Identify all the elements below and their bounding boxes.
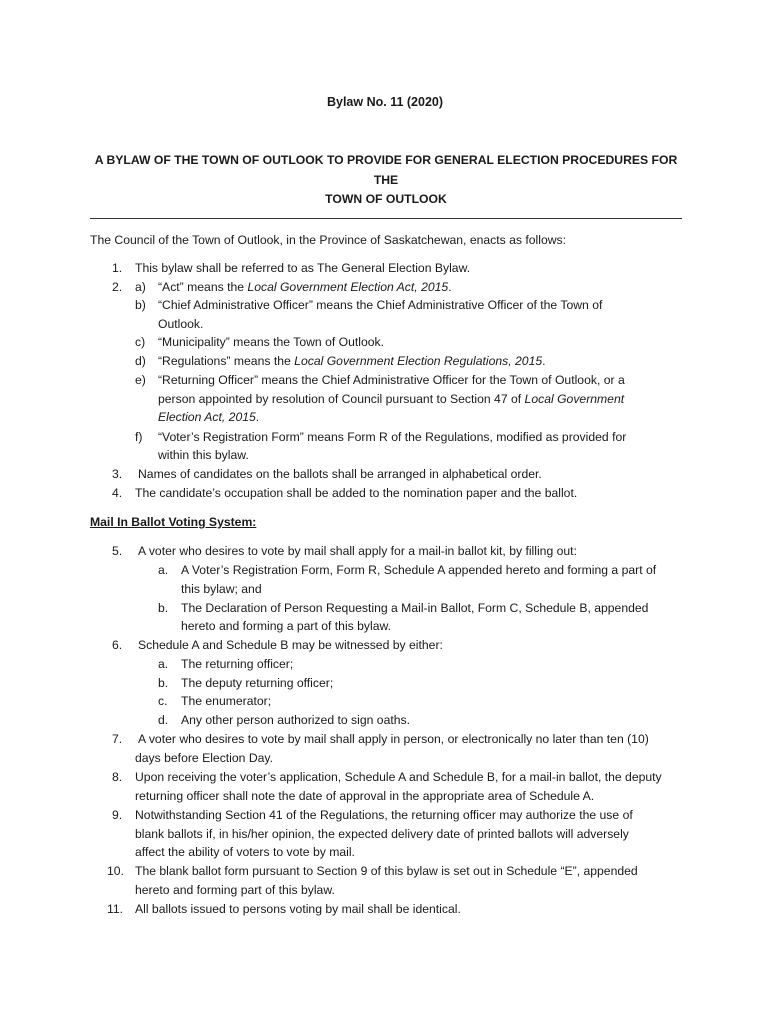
section-text: This bylaw shall be referred to as The General Election Bylaw. [135, 261, 471, 275]
sub-label: a. [158, 563, 169, 577]
section-text-line: affect the ability of voters to vote by mail. [135, 845, 355, 859]
def-label: b) [135, 298, 146, 312]
def-text-line: “Returning Officer” means the Chief Administrative Officer for the Town of Outlook, or a [158, 373, 625, 387]
section-number: 11. [107, 902, 124, 916]
section-text-line: days before Election Day. [135, 751, 273, 765]
def-text: “Regulations” means the Local Government Election Regulations, 2015. [158, 354, 546, 368]
section-text-line: Notwithstanding Section 41 of the Regulations, the returning officer may authorize the use of [135, 808, 633, 822]
sub-text-line: this bylaw; and [181, 582, 262, 596]
sub-text: The returning officer; [181, 657, 294, 671]
sub-text-line: hereto and forming a part of this bylaw. [181, 619, 392, 633]
title-divider [90, 218, 682, 219]
title-line-2: TOWN OF OUTLOOK [325, 192, 447, 206]
sub-label: c. [158, 694, 168, 708]
def-text-line: within this bylaw. [158, 448, 249, 462]
sub-text: The enumerator; [181, 694, 272, 708]
section-number: 6. [112, 638, 123, 652]
def-text: “Municipality” means the Town of Outlook. [158, 335, 385, 349]
enactment-intro: The Council of the Town of Outlook, in the Province of Saskatchewan, enacts as follows: [90, 233, 567, 247]
sub-label: a. [158, 657, 169, 671]
sub-label: b. [158, 601, 169, 615]
section-text-line: blank ballots if, in his/her opinion, the expected delivery date of printed ballots will adversely [135, 827, 629, 841]
bylaw-title [90, 151, 682, 210]
def-label: d) [135, 354, 146, 368]
section-text: Schedule A and Schedule B may be witnessed by either: [138, 638, 443, 652]
sub-text-line: A Voter’s Registration Form, Form R, Schedule A appended hereto and forming a part of [181, 563, 657, 577]
section-number: 1. [112, 261, 123, 275]
def-text-line: person appointed by resolution of Council pursuant to Section 47 of Local Government [158, 392, 625, 406]
section-number: 8. [112, 770, 123, 784]
sub-label: b. [158, 676, 169, 690]
section-text: All ballots issued to persons voting by mail shall be identical. [135, 902, 461, 916]
def-label: c) [135, 335, 146, 349]
section-number: 2. [112, 280, 123, 294]
def-label: a) [135, 280, 146, 294]
section-text-line: The blank ballot form pursuant to Section 9 of this bylaw is set out in Schedule “E”, appended [135, 864, 638, 878]
title-line-1: A BYLAW OF THE TOWN OF OUTLOOK TO PROVIDE FOR GENERAL ELECTION PROCEDURES FOR THE [94, 153, 678, 187]
section-text-line: hereto and forming part of this bylaw. [135, 883, 335, 897]
sub-label: d. [158, 713, 169, 727]
section-text-line: Upon receiving the voter’s application, Schedule A and Schedule B, for a mail-in ballot, the deputy [135, 770, 662, 784]
section-text: Names of candidates on the ballots shall be arranged in alphabetical order. [138, 467, 542, 481]
section-text-line: returning officer shall note the date of approval in the appropriate area of Schedule A. [135, 789, 595, 803]
sub-text: The deputy returning officer; [181, 676, 334, 690]
section-number: 10. [107, 864, 124, 878]
def-text: “Act” means the Local Government Election Act, 2015. [158, 280, 452, 294]
def-text-line: “Voter’s Registration Form” means Form R of the Regulations, modified as provided for [158, 430, 627, 444]
def-text-line: Outlook. [158, 317, 204, 331]
section-text: The candidate’s occupation shall be added to the nomination paper and the ballot. [135, 486, 578, 500]
section-text-line: A voter who desires to vote by mail shall apply in person, or electronically no later than ten (10) [138, 732, 649, 746]
section-number: 5. [112, 544, 123, 558]
def-text-line: “Chief Administrative Officer” means the Chief Administrative Officer of the Town of [158, 298, 603, 312]
sub-text-line: The Declaration of Person Requesting a Mail-in Ballot, Form C, Schedule B, appended [181, 601, 649, 615]
section-number: 4. [112, 486, 123, 500]
section-number: 7. [112, 732, 123, 746]
bylaw-number: Bylaw No. 11 (2020) [326, 95, 444, 109]
def-label: f) [135, 430, 143, 444]
section-text: A voter who desires to vote by mail shall apply for a mail-in ballot kit, by filling out: [138, 544, 577, 558]
section-number: 3. [112, 467, 123, 481]
section-number: 9. [112, 808, 123, 822]
def-text-line: Election Act, 2015. [158, 410, 260, 424]
mail-in-ballot-heading: Mail In Ballot Voting System: [90, 515, 257, 529]
sub-text: Any other person authorized to sign oaths. [181, 713, 410, 727]
def-label: e) [135, 373, 146, 387]
